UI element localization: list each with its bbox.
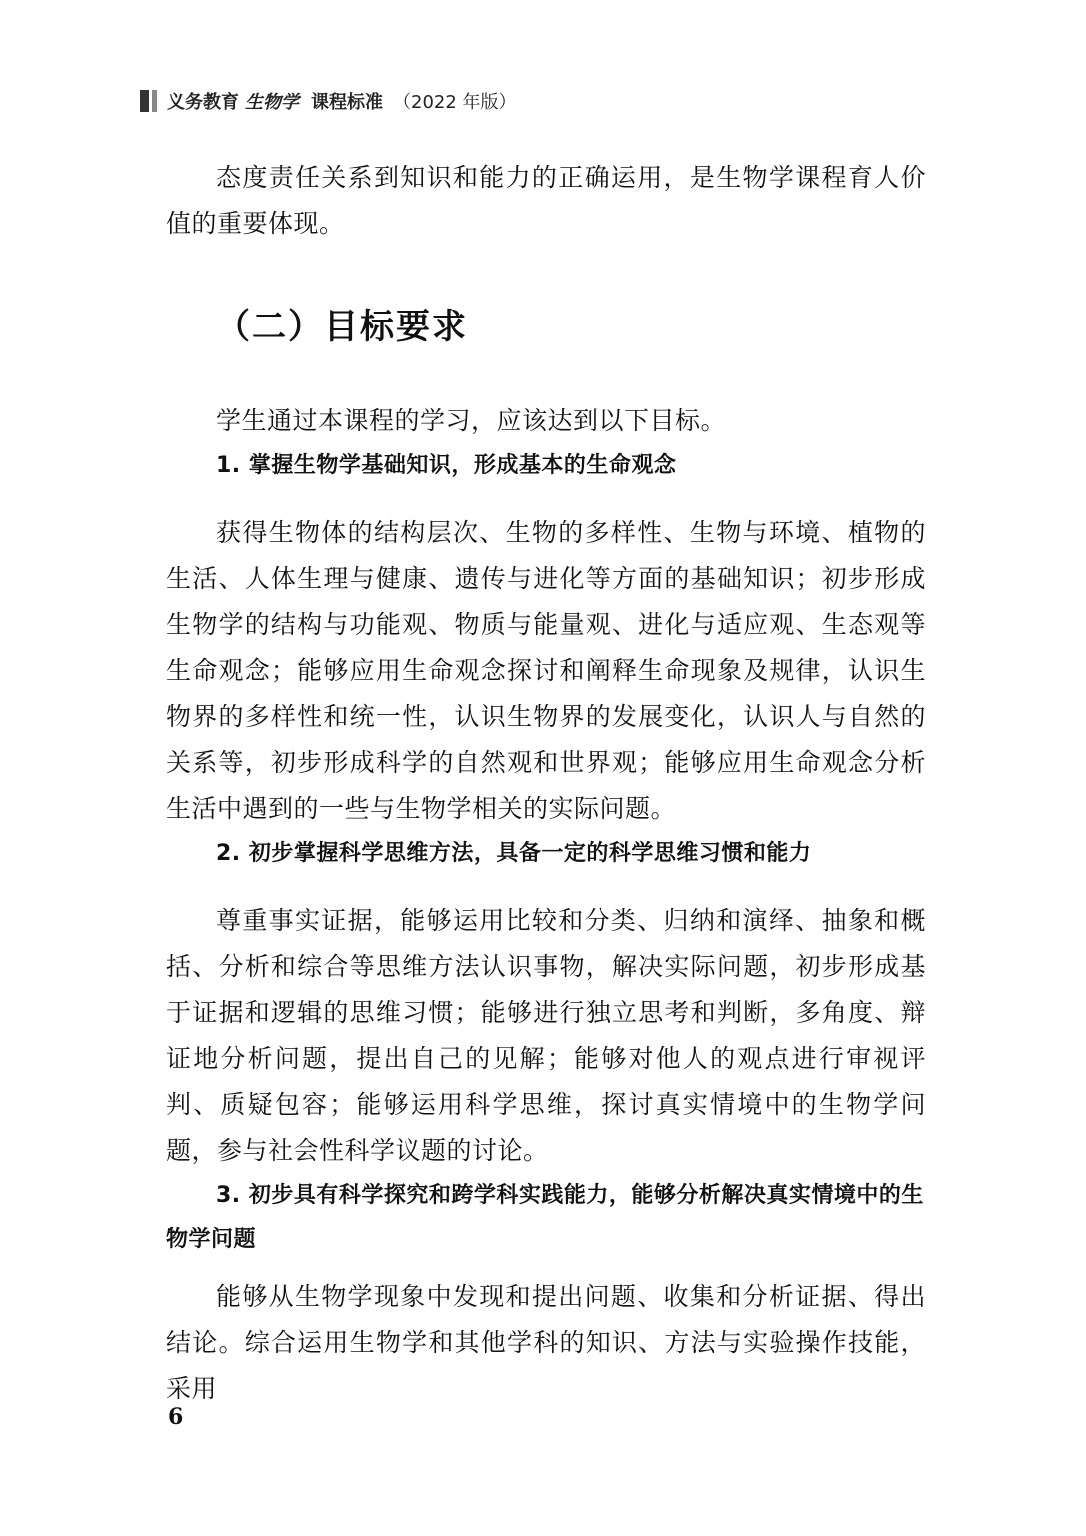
header-title-subject: 生物学 bbox=[245, 92, 299, 113]
header-title-part1: 义务教育 bbox=[167, 92, 239, 113]
opening-paragraph: 态度责任关系到知识和能力的正确运用，是生物学课程育人价值的重要体现。 bbox=[166, 163, 926, 238]
goal-2-heading: 2. 初步掌握科学思维方法，具备一定的科学思维习惯和能力 bbox=[216, 841, 812, 866]
page-content bbox=[166, 155, 926, 1412]
goal-2-text: 尊重事实证据，能够运用比较和分类、归纳和演绎、抽象和概括、分析和综合等思维方法认识事物，解决实际问题，初步形成基于证据和逻辑的思维习惯；能够进行独立思考和判断，多角度、辩证地分析问题，提出自己的见解；能够对他人的观点进行审视评判、质疑包容；能够运用科学思维，探讨真实情境中的生物学问题，参与社会性科学议题的讨论。 bbox=[166, 906, 926, 1165]
section-title: （二）目标要求 bbox=[216, 307, 468, 347]
intro-paragraph: 学生通过本课程的学习，应该达到以下目标。 bbox=[216, 406, 727, 435]
goal-1-text: 获得生物体的结构层次、生物的多样性、生物与环境、植物的生活、人体生理与健康、遗传与进化等方面的基础知识；初步形成生物学的结构与功能观、物质与能量观、进化与适应观、生态观等生命观念；能够应用生命观念探讨和阐释生命现象及规律，认识生物界的多样性和统一性，认识生物界的发展变化，认识人与自然的关系等，初步形成科学的自然观和世界观；能够应用生命观念分析生活中遇到的一些与生物学相关的实际问题。 bbox=[166, 518, 926, 823]
running-header bbox=[140, 86, 517, 116]
header-title-part2: 课程标准 bbox=[311, 92, 383, 113]
page-number: 6 bbox=[168, 1404, 184, 1430]
goal-1-heading: 1. 掌握生物学基础知识，形成基本的生命观念 bbox=[216, 453, 677, 478]
goal-3-heading: 3. 初步具有科学探究和跨学科实践能力，能够分析解决真实情境中的生物学问题 bbox=[166, 1183, 924, 1252]
header-bar-icon bbox=[140, 90, 157, 112]
header-edition: （2022 年版） bbox=[393, 92, 517, 113]
goal-3-text: 能够从生物学现象中发现和提出问题、收集和分析证据、得出结论。综合运用生物学和其他学科的知识、方法与实验操作技能，采用 bbox=[166, 1282, 926, 1403]
